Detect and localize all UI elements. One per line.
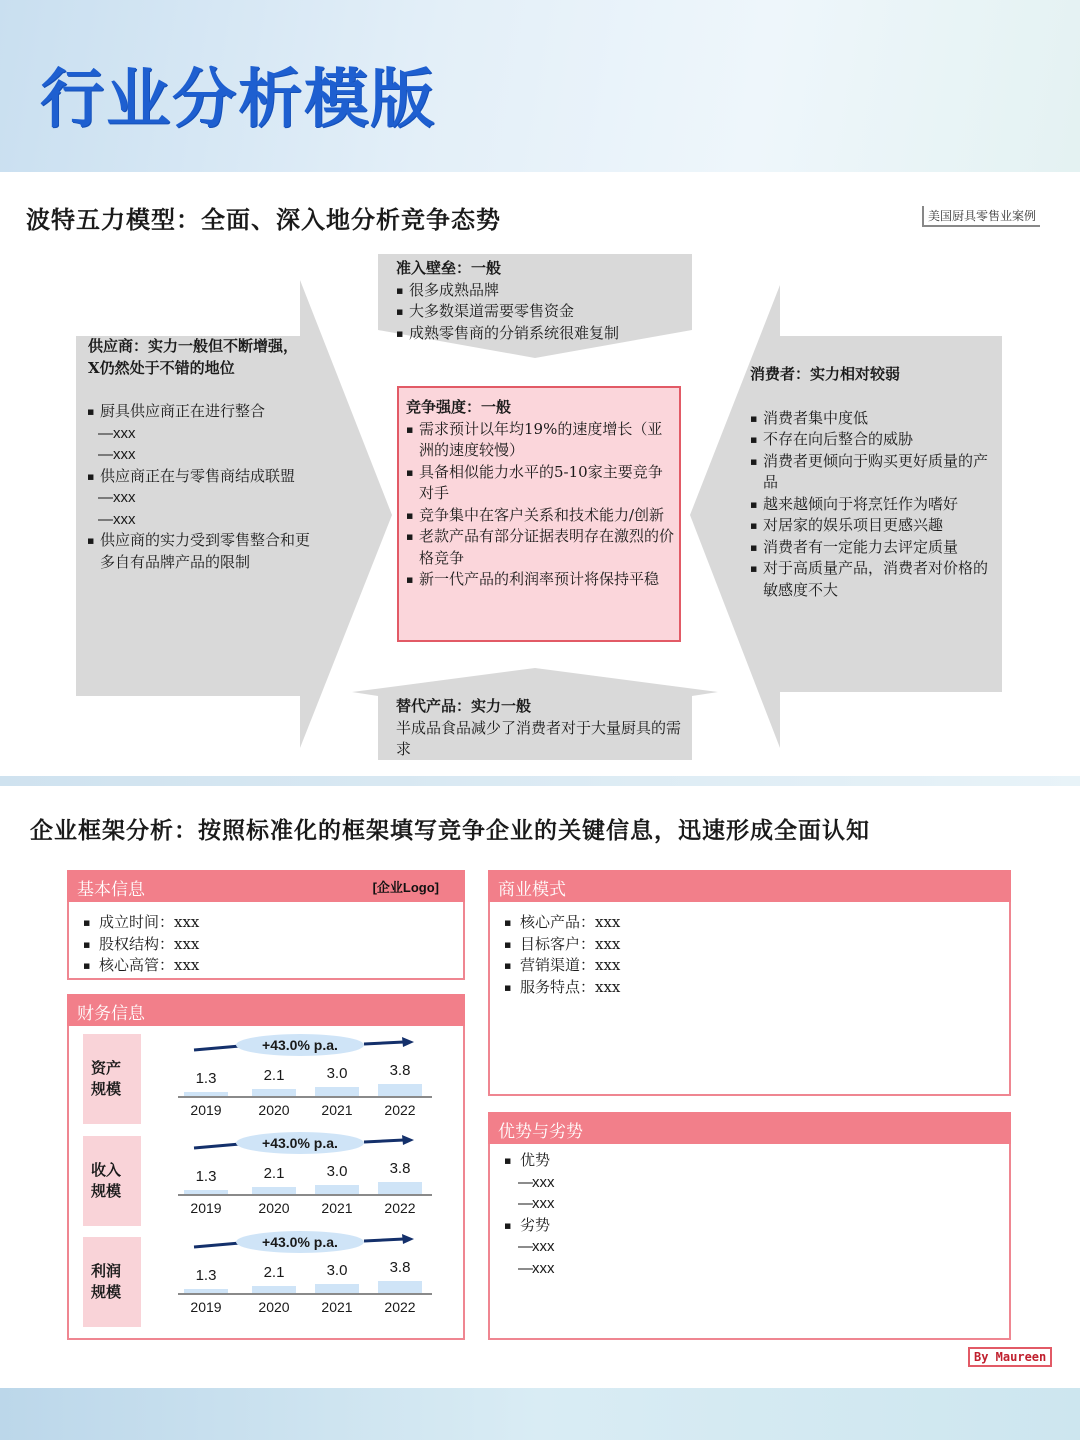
supplier-block: [88, 336, 328, 573]
chart-value-label: 2.1: [263, 1067, 285, 1085]
strength-item: — xxx: [504, 1193, 555, 1215]
rivalry-item: ▪ 新一代产品的利润率预计将保持平稳: [419, 569, 676, 591]
business-model-panel: [488, 870, 1011, 1096]
supplier-heading-1: 供应商：实力一般但不断增强，: [88, 337, 299, 355]
chart-value-label: 2.1: [263, 1264, 285, 1282]
chart-bar: [378, 1084, 422, 1096]
supplier-sub-text: xxx: [113, 424, 136, 442]
chart-value-label: 1.3: [195, 1069, 217, 1087]
chart-year-label: 2022: [384, 1299, 416, 1315]
consumer-heading: 消费者：实力相对较弱: [750, 365, 901, 383]
growth-arrow-line: [194, 1243, 240, 1247]
entry-item: ▪ 很多成熟品牌: [409, 280, 686, 302]
supplier-sub-text: xxx: [113, 510, 136, 528]
supplier-item: ▪ 供应商正在与零售商结成联盟: [100, 466, 316, 488]
consumer-item: ▪ 对居家的娱乐项目更感兴趣: [763, 515, 1000, 537]
supplier-subitem: —xxx: [98, 446, 136, 463]
consumer-item: ▪ 越来越倾向于将烹饪作为嗜好: [763, 494, 1000, 516]
supplier-subitem: —xxx: [98, 510, 136, 528]
profit-chart: [178, 1231, 434, 1317]
swot-header: [488, 1112, 1011, 1144]
chart-value-label: 3.0: [326, 1064, 348, 1082]
chart-year-label: 2022: [384, 1200, 416, 1216]
chart-bar: [252, 1089, 296, 1096]
growth-arrow-line: [364, 1239, 404, 1241]
strength-item: — xxx: [504, 1172, 555, 1194]
consumer-item: ▪ 消费者集中度低: [763, 408, 1000, 430]
swot-panel: [488, 1112, 1011, 1340]
chart-value-label: 3.8: [389, 1259, 411, 1276]
substitute-heading: 替代产品：实力一般: [396, 697, 532, 715]
company-logo-placeholder: [企业Logo]: [372, 880, 439, 895]
rivalry-item: ▪ 老款产品有部分证据表明存在激烈的价格竞争: [419, 526, 676, 569]
chart-year-label: 2021: [321, 1299, 353, 1315]
revenue-scale-label: 收入 规模: [83, 1136, 141, 1226]
substitute-block: [396, 696, 688, 761]
basic-info-item: ▪ 成立时间：xxx: [83, 912, 199, 934]
asset-scale-label: 资产 规模: [83, 1034, 141, 1124]
growth-arrow-head: [402, 1037, 414, 1047]
weakness-item: — xxx: [504, 1258, 555, 1280]
chart-bar: [252, 1187, 296, 1194]
business-model-item: ▪ 目标客户：xxx: [504, 934, 620, 956]
porter-title: 波特五力模型：全面、深入地分析竞争态势: [26, 205, 501, 234]
supplier-heading-2: X仍然处于不错的地位: [88, 358, 235, 377]
basic-info-panel: [67, 870, 465, 980]
supplier-subitem: —xxx: [98, 489, 136, 506]
growth-arrow-line: [364, 1140, 404, 1142]
business-model-title: 商业模式: [498, 880, 566, 900]
chart-axis: [178, 1194, 432, 1196]
business-model-item: ▪ 营销渠道：xxx: [504, 955, 620, 977]
basic-info-item: ▪ 核心高管：xxx: [83, 955, 199, 977]
basic-info-body: [83, 912, 199, 977]
author-byline: By Maureen: [968, 1347, 1052, 1367]
consumer-item: ▪ 消费者更倾向于购买更好质量的产品: [763, 451, 1000, 494]
chart-value-label: 2.1: [263, 1165, 285, 1183]
business-model-header: [488, 870, 1011, 902]
growth-arrow-line: [194, 1144, 240, 1148]
chart-value-label: 3.8: [389, 1062, 411, 1079]
consumer-item: ▪ 消费者有一定能力去评定质量: [763, 537, 1000, 559]
chart-bar: [378, 1182, 422, 1194]
chart-axis: [178, 1096, 432, 1098]
finance-title: 财务信息: [77, 1004, 145, 1024]
growth-arrow-head: [402, 1234, 414, 1244]
supplier-item: ▪ 供应商的实力受到零售整合和更多自有品牌产品的限制: [100, 530, 316, 573]
entry-block: [396, 258, 686, 344]
page-title: 行业分析模版: [40, 63, 436, 137]
rivalry-item: ▪ 具备相似能力水平的5-10家主要竞争对手: [419, 462, 676, 505]
growth-arrow-line: [364, 1042, 404, 1044]
revenue-chart: [178, 1132, 434, 1218]
growth-rate-label: +43.0% p.a.: [236, 1231, 364, 1253]
finance-header: [67, 994, 465, 1026]
chart-year-label: 2020: [258, 1102, 290, 1118]
basic-info-header: [67, 870, 465, 902]
basic-info-title: 基本信息: [77, 880, 145, 900]
rivalry-heading: 竞争强度：一般: [406, 398, 512, 416]
supplier-sub-text: xxx: [113, 489, 136, 506]
substitute-text: 半成品食品减少了消费者对于大量厨具的需求: [396, 718, 682, 758]
chart-value-label: 1.3: [195, 1266, 217, 1284]
chart-year-label: 2019: [190, 1299, 222, 1315]
business-model-body: [504, 912, 620, 998]
entry-item: ▪ 大多数渠道需要零售资金: [409, 301, 686, 323]
chart-value-label: 3.0: [326, 1261, 348, 1279]
chart-year-label: 2021: [321, 1200, 353, 1216]
chart-value-label: 3.8: [389, 1160, 411, 1177]
framework-title: 企业框架分析：按照标准化的框架填写竞争企业的关键信息，迅速形成全面认知: [30, 817, 870, 844]
chart-bar: [315, 1087, 359, 1096]
basic-info-item: ▪ 股权结构：xxx: [83, 934, 199, 956]
consumer-item: ▪ 不存在向后整合的威胁: [763, 429, 1000, 451]
weakness-item: — xxx: [504, 1236, 555, 1258]
rivalry-item: ▪ 竞争集中在客户关系和技术能力/创新: [419, 505, 676, 527]
chart-value-label: 1.3: [195, 1167, 217, 1185]
chart-bar: [315, 1284, 359, 1293]
supplier-sub-text: xxx: [113, 446, 136, 463]
entry-heading: 准入壁垒：一般: [396, 259, 502, 277]
chart-year-label: 2020: [258, 1299, 290, 1315]
supplier-item: ▪ 厨具供应商正在进行整合: [100, 401, 316, 423]
rivalry-item: ▪ 需求预计以年均19%的速度增长（亚洲的速度较慢）: [419, 419, 676, 462]
swot-body: [504, 1150, 555, 1279]
chart-bar: [378, 1281, 422, 1293]
chart-axis: [178, 1293, 432, 1295]
growth-rate-label: +43.0% p.a.: [236, 1034, 364, 1056]
case-tag: 美国厨具零售业案例: [922, 206, 1040, 227]
business-model-item: ▪ 服务特点：xxx: [504, 977, 620, 999]
profit-scale-label: 利润 规模: [83, 1237, 141, 1327]
rivalry-block: [406, 397, 676, 591]
growth-arrow-head: [402, 1135, 414, 1145]
swot-title: 优势与劣势: [498, 1122, 583, 1142]
growth-arrow-line: [194, 1046, 240, 1050]
section-divider: [0, 776, 1080, 786]
chart-year-label: 2019: [190, 1102, 222, 1118]
chart-bar: [315, 1185, 359, 1194]
chart-year-label: 2019: [190, 1200, 222, 1216]
business-model-item: ▪ 核心产品：xxx: [504, 912, 620, 934]
chart-year-label: 2020: [258, 1200, 290, 1216]
chart-year-label: 2021: [321, 1102, 353, 1118]
chart-year-label: 2022: [384, 1102, 416, 1118]
entry-item: ▪ 成熟零售商的分销系统很难复制: [409, 323, 686, 345]
supplier-subitem: —xxx: [98, 424, 136, 442]
chart-bar: [252, 1286, 296, 1293]
strength-label: ▪ 优势: [504, 1150, 555, 1172]
chart-value-label: 3.0: [326, 1162, 348, 1180]
consumer-block: [750, 364, 1000, 601]
consumer-item: ▪ 对于高质量产品，消费者对价格的敏感度不大: [763, 558, 1000, 601]
footer-band: [0, 1388, 1080, 1440]
asset-chart: [178, 1034, 434, 1120]
growth-rate-label: +43.0% p.a.: [236, 1132, 364, 1154]
weakness-label: ▪ 劣势: [504, 1215, 555, 1237]
